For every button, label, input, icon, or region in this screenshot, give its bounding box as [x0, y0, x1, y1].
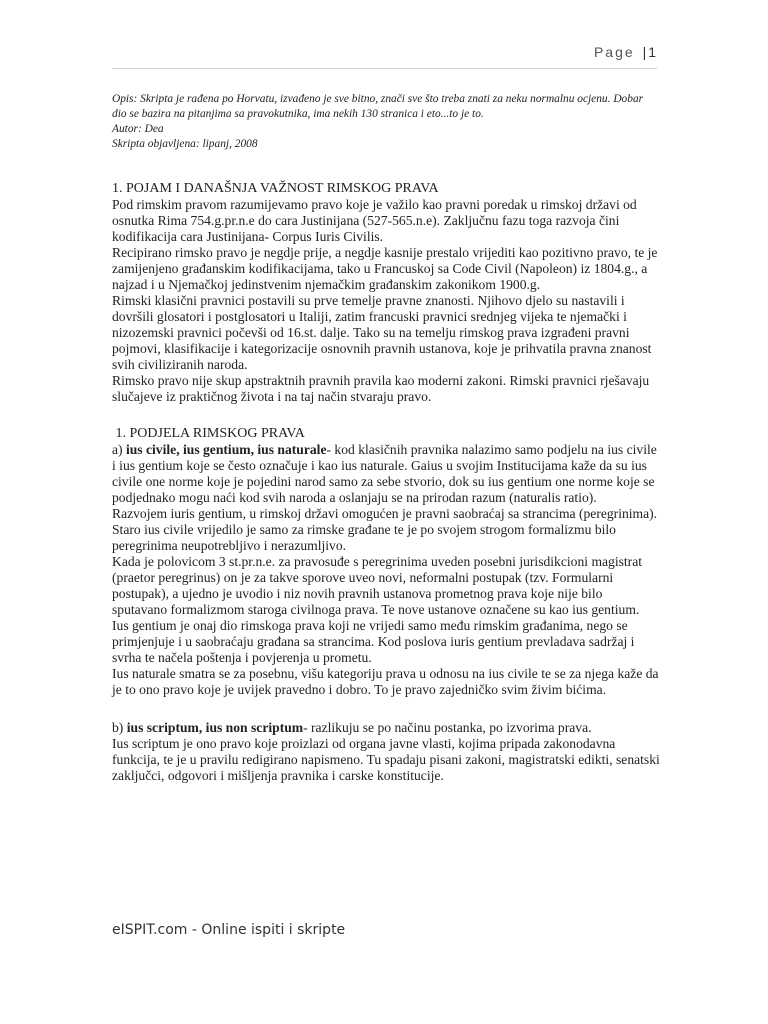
paragraph-a [112, 442, 660, 506]
term-bold: ius civile, ius gentium, ius naturale [125, 442, 327, 457]
page-label: Page [593, 44, 635, 60]
item-prefix: b) [112, 720, 127, 735]
paragraph-text: - razlikuju se po načinu postanka, po izvorima prava. [303, 720, 592, 735]
header-rule [112, 68, 657, 69]
meta-description: Opis: Skripta je rađena po Horvatu, izvađeno je sve bitno, znači sve što treba znati za neku normalnu ocjenu. Dobar dio se bazira na pitanjima sa pravokutnika, ima nekih 130 stranica i eto...to je to. [112, 93, 644, 120]
item-prefix: a) [112, 442, 126, 457]
spacer [112, 698, 660, 720]
term-bold: ius scriptum, ius non scriptum [126, 720, 304, 735]
document-body [112, 180, 660, 784]
paragraph: Ius gentium je onaj dio rimskoga prava koji ne vrijedi samo među rimskim građanima, nego se primjenjuje i u saobraćaju građana sa strancima. Kod poslova iuris gentium prevladava sadržaj i svrha te načela poštenja i povjerenja u prometu. [112, 618, 635, 665]
paragraph: Ius scriptum je ono pravo koje proizlazi od organa javne vlasti, kojima pripada zakonodavna funkcija, te je u pravilu redigirano napismeno. Tu spadaju pisani zakoni, magistratski edikti, senatski zaključci, odgovori i mišljenja pravnika i carske konstitucije. [112, 736, 660, 783]
paragraph: Pod rimskim pravom razumijevamo pravo koje je važilo kao pravni poredak u rimskoj državi od osnutka Rima 754.g.pr.n.e do cara Justinijana (527-565.n.e). Zaključnu fazu toga razvoja čini kodifikacija cara Justinijana- Corpus Iuris Civilis. [112, 197, 637, 244]
page-number: 1 [648, 44, 656, 60]
meta-published: Skripta objavljena: lipanj, 2008 [112, 138, 258, 150]
paragraph-b [112, 720, 660, 736]
paragraph: Rimsko pravo nije skup apstraktnih pravnih pravila kao moderni zakoni. Rimski pravnici rješavaju slučajeve iz praktičnog života i na taj način stvaraju pravo. [112, 373, 650, 404]
meta-author: Autor: Dea [112, 123, 164, 135]
paragraph-text: - kod klasičnih pravnika nalazimo samo podjelu na ius civile i ius gentium koje se često označuje i kao ius naturale. Gaius u svojim Institucijama kaže da su ius civile one norme koje je pojedini narod samo za sebe stvorio, dok su ius gentium one norme koje se podjednako mogu naći kod svih naroda a oslanjaju se na prirodan razum (naturalis ratio). [112, 442, 657, 505]
spacer [112, 405, 660, 425]
paragraph: Ius naturale smatra se za posebnu, višu kategoriju prava u odnosu na ius civile te se za njega kaže da je to ono pravo koje je uvijek pravedno i dobro. To je pravo zajedničko svim živim bićima. [112, 666, 659, 697]
section-heading-pojam: 1. POJAM I DANAŠNJA VAŽNOST RIMSKOG PRAVA [112, 181, 439, 196]
paragraph: Rimski klasični pravnici postavili su prve temelje pravne znanosti. Njihovo djelo su nastavili i dovršili glosatori i postglosatori u Italiji, zatim francuski pravnici srednjeg vijeka te njemački i nizozemski pravnici počevši od 16.st. dalje. Tako su na temelju rimskog prava izgrađeni pravni pojmovi, klasifikacije i kategorizacije osnovnih pravnih ustanova, koje je prihvatila pravna znanost svih civiliziranih naroda. [112, 293, 652, 372]
document-meta [112, 92, 657, 152]
paragraph: Razvojem iuris gentium, u rimskoj državi omogućen je pravni saobraćaj sa strancima (peregrinima). Staro ius civile vrijedilo je samo za rimske građane te je po svojem strogom formalizmu bilo peregrinima neupotrebljivo i nerazumljivo. [112, 506, 658, 553]
paragraph: Kada je polovicom 3 st.pr.n.e. za pravosuđe s peregrinima uveden posebni jurisdikcioni magistrat (praetor peregrinus) on je za takve sporove uveo novi, neformalni postupak (tzv. Formularni postupak), a ujedno je uvodio i niz novih pravnih ustanova prometnog prava koje nije bilo sputavano formalizmom staroga civilnoga prava. Te nove ustanove označene su kao ius gentium. [112, 554, 643, 617]
footer: eISPIT.com - Online ispiti i skripte [112, 922, 346, 938]
page-separator: | [642, 44, 647, 60]
paragraph: Recipirano rimsko pravo je negdje prije, a negdje kasnije prestalo vrijediti kao pozitivno pravo, te je zamijenjeno građanskim kodifikacijama, tako u Francuskoj sa Code Civil (Napoleon) iz 1804.g., a najzad i u Njemačkoj jedinstvenim njemačkim građanskim zakonikom 1900.g. [112, 245, 658, 292]
page-header [594, 44, 656, 60]
section-heading-podjela: 1. PODJELA RIMSKOG PRAVA [112, 426, 305, 441]
